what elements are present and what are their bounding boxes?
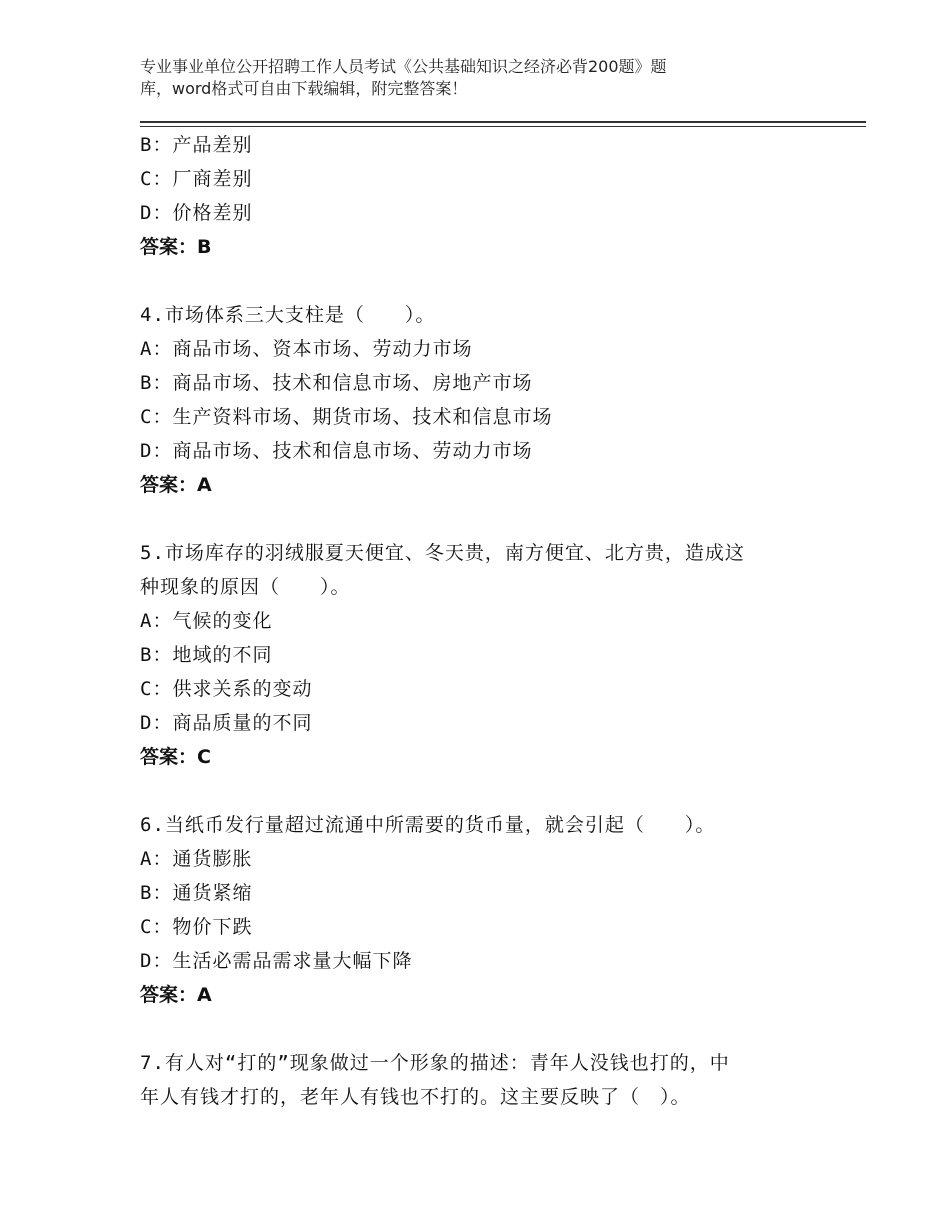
spacer bbox=[140, 1012, 820, 1046]
spacer bbox=[140, 502, 820, 536]
option-d: D：生活必需品需求量大幅下降 bbox=[140, 950, 413, 972]
option-a: A：商品市场、资本市场、劳动力市场 bbox=[140, 338, 473, 360]
document-header bbox=[140, 56, 780, 100]
option-a: A：通货膨胀 bbox=[140, 848, 253, 870]
question-text: 6.当纸币发行量超过流通中所需要的货币量，就会引起（ ）。 bbox=[140, 814, 716, 836]
option-d: D：商品质量的不同 bbox=[140, 712, 313, 734]
option-b: B：商品市场、技术和信息市场、房地产市场 bbox=[140, 372, 533, 394]
answer: 答案：B bbox=[140, 236, 212, 258]
question-text-line-1: 7.有人对“打的”现象做过一个形象的描述：青年人没钱也打的，中 bbox=[140, 1052, 730, 1074]
question-text: 4.市场体系三大支柱是（ ）。 bbox=[140, 304, 436, 326]
question-text-line-1: 5.市场库存的羽绒服夏天便宜、冬天贵，南方便宜、北方贵，造成这 bbox=[140, 542, 745, 564]
option-c: C：供求关系的变动 bbox=[140, 678, 313, 700]
option-b: B：地域的不同 bbox=[140, 644, 273, 666]
option-c: C：生产资料市场、期货市场、技术和信息市场 bbox=[140, 406, 553, 428]
question-7 bbox=[140, 1046, 820, 1114]
option-d: D：商品市场、技术和信息市场、劳动力市场 bbox=[140, 440, 533, 462]
question-text-line-2: 种现象的原因（ ）。 bbox=[140, 576, 351, 598]
question-6 bbox=[140, 808, 820, 1012]
header-line-1: 专业事业单位公开招聘工作人员考试《公共基础知识之经济必背200题》题 bbox=[140, 57, 667, 76]
question-3 bbox=[140, 128, 820, 264]
header-rule-thick bbox=[140, 121, 866, 123]
question-list bbox=[140, 128, 820, 1114]
question-4 bbox=[140, 298, 820, 502]
option-d: D：价格差别 bbox=[140, 202, 253, 224]
answer: 答案：A bbox=[140, 474, 212, 496]
answer: 答案：C bbox=[140, 746, 211, 768]
spacer bbox=[140, 264, 820, 298]
option-c: C：厂商差别 bbox=[140, 168, 253, 190]
question-text-line-2: 年人有钱才打的，老年人有钱也不打的。这主要反映了（ ）。 bbox=[140, 1086, 691, 1108]
header-line-2: 库，word格式可自由下载编辑，附完整答案！ bbox=[140, 79, 468, 98]
option-b: B：产品差别 bbox=[140, 134, 253, 156]
option-b: B：通货紧缩 bbox=[140, 882, 253, 904]
question-5 bbox=[140, 536, 820, 774]
spacer bbox=[140, 774, 820, 808]
option-c: C：物价下跌 bbox=[140, 916, 253, 938]
option-a: A：气候的变化 bbox=[140, 610, 273, 632]
header-rule-thin bbox=[140, 126, 866, 127]
answer: 答案：A bbox=[140, 984, 212, 1006]
